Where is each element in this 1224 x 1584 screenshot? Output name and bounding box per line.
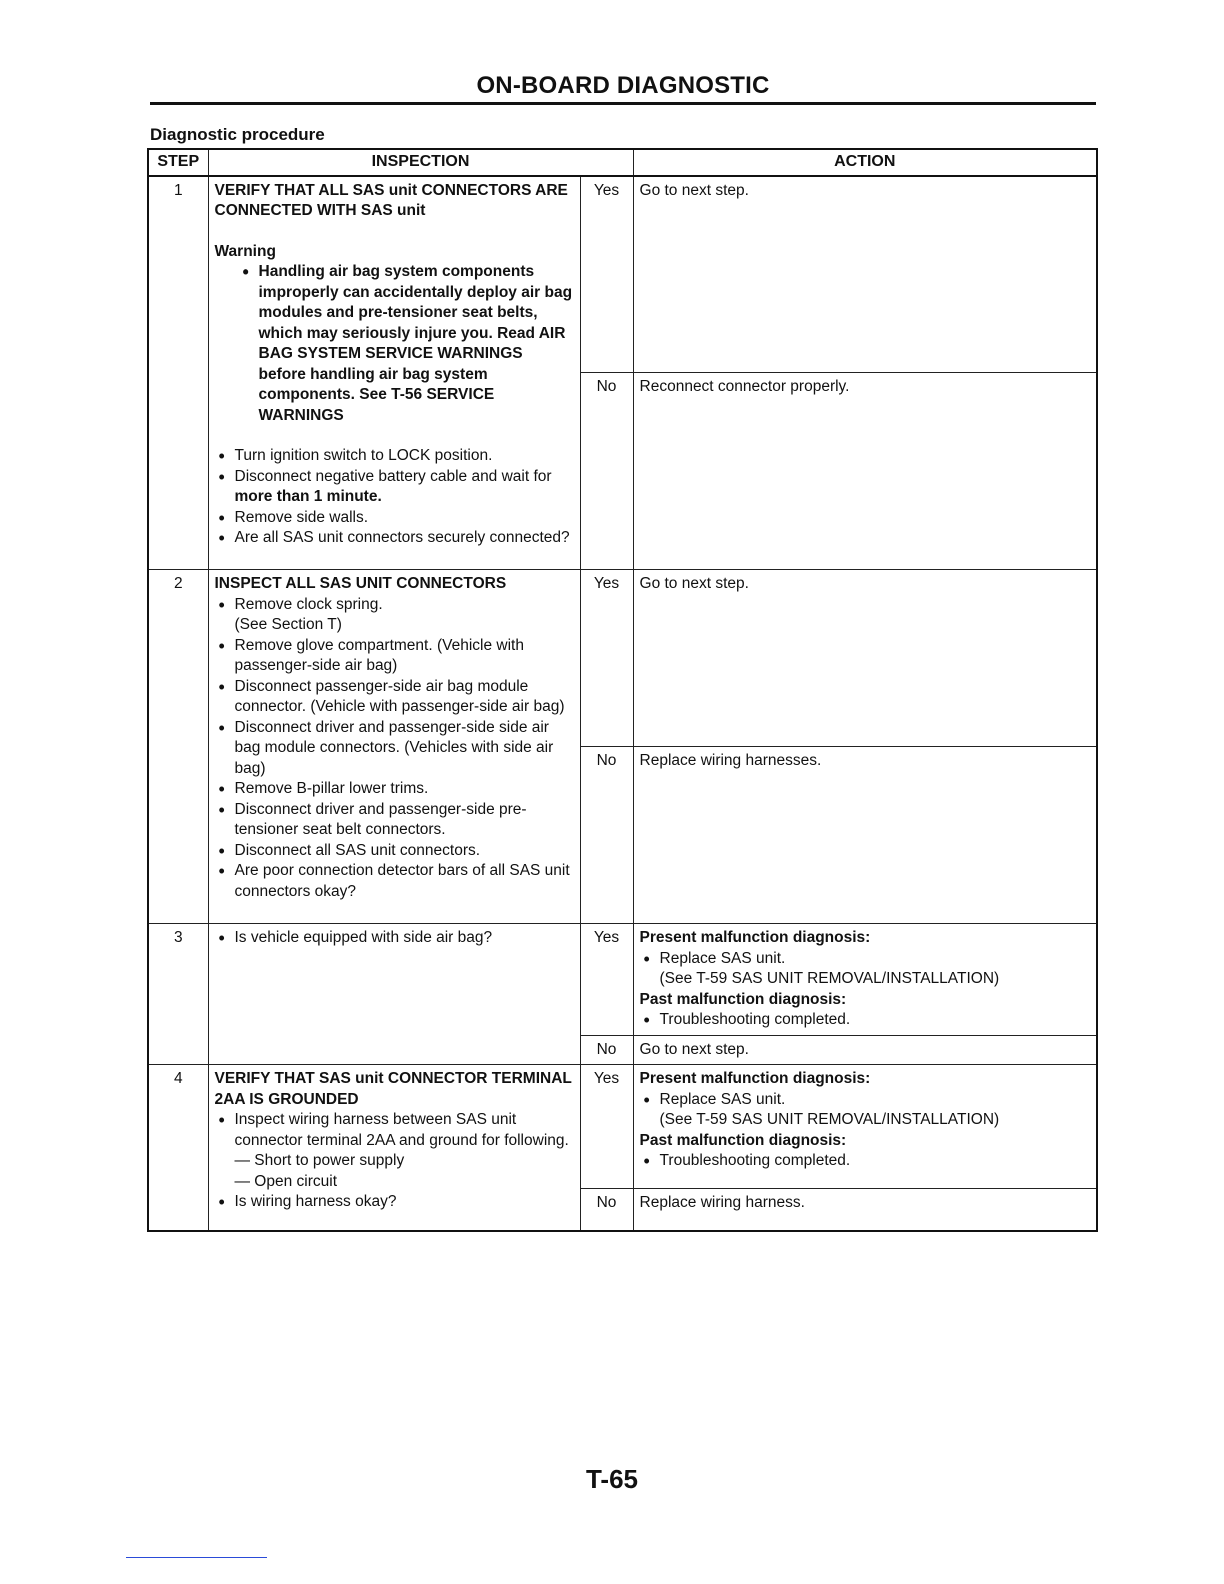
present-diagnosis-label: Present malfunction diagnosis: (639, 929, 871, 946)
past-diagnosis-label: Past malfunction diagnosis: (639, 990, 847, 1008)
yes-action: Go to next step. (633, 176, 1097, 373)
inspection-title: VERIFY THAT ALL SAS unit CONNECTORS ARE CONNECTED WITH SAS unit (214, 181, 568, 219)
list-item-text: • Replace SAS unit. (659, 949, 786, 967)
no-action: Reconnect connector properly. (633, 373, 1097, 570)
list-item (235, 467, 574, 508)
list-item: • Troubleshooting completed. (660, 1010, 1091, 1031)
list-item: • Is vehicle equipped with side air bag? (235, 928, 574, 949)
see-reference: (See Section T) (234, 616, 342, 633)
inspection-cell (208, 924, 580, 1065)
yes-label: Yes (580, 924, 633, 1036)
table-row (148, 1065, 1097, 1189)
list-item (235, 1110, 574, 1192)
list-item (235, 595, 574, 636)
step-number: 3 (148, 924, 208, 1065)
list-item: • Are poor connection detector bars of all SAS unit connectors okay? (235, 861, 574, 902)
header-action: ACTION (633, 149, 1097, 176)
inspection-bullets (215, 446, 574, 549)
inspection-title: VERIFY THAT SAS unit CONNECTOR TERMINAL 2AA IS GROUNDED (214, 1070, 572, 1108)
footer-rule (126, 1557, 267, 1558)
table-row (148, 176, 1097, 373)
table-row (148, 570, 1097, 747)
see-reference: (See T-59 SAS UNIT REMOVAL/INSTALLATION) (659, 970, 1000, 987)
no-label: No (580, 747, 633, 924)
no-label: No (580, 1035, 633, 1065)
list-item: • Troubleshooting completed. (660, 1151, 1091, 1172)
list-item (660, 949, 1091, 990)
no-label: No (580, 1189, 633, 1231)
list-item: • Remove glove compartment. (Vehicle with passenger-side air bag) (235, 636, 574, 677)
diagnostic-table (147, 148, 1098, 1232)
inspection-cell (208, 1065, 580, 1231)
inspection-bullets (215, 928, 574, 949)
title-rule (150, 102, 1096, 105)
step-number: 1 (148, 176, 208, 570)
see-reference: (See T-59 SAS UNIT REMOVAL/INSTALLATION) (659, 1111, 1000, 1128)
present-diagnosis-label: Present malfunction diagnosis: (639, 1070, 871, 1087)
list-item: • Disconnect driver and passenger-side pre-tensioner seat belt connectors. (235, 800, 574, 841)
list-item: • Is wiring harness okay? (235, 1192, 574, 1213)
page-title: ON-BOARD DIAGNOSTIC (476, 72, 770, 99)
list-item: • Are all SAS unit connectors securely connected? (235, 528, 574, 549)
inspection-bullets (215, 595, 574, 903)
list-item: • Disconnect passenger-side air bag module connector. (Vehicle with passenger-side air bag) (235, 677, 574, 718)
inspection-cell (208, 570, 580, 924)
step-number: 2 (148, 570, 208, 924)
list-item: • Remove side walls. (235, 508, 574, 529)
no-action: Go to next step. (633, 1035, 1097, 1065)
header-inspection: INSPECTION (208, 149, 633, 176)
list-item: • Disconnect all SAS unit connectors. (235, 841, 574, 862)
yes-label: Yes (580, 1065, 633, 1189)
list-item-text: • Remove clock spring. (234, 595, 383, 613)
list-item (660, 1090, 1091, 1131)
dash-item: — Short to power supply (234, 1152, 405, 1169)
inspection-bullets (215, 1110, 574, 1213)
no-action: Replace wiring harness. (633, 1189, 1097, 1231)
page-number: T-65 (585, 1464, 639, 1494)
present-diagnosis-list (640, 949, 1091, 990)
header-step: STEP (148, 149, 208, 176)
yes-action (633, 1065, 1097, 1189)
step-number: 4 (148, 1065, 208, 1231)
list-item-text: Disconnect negative battery cable and wait for (234, 467, 552, 485)
warning-text: • Handling air bag system components improperly can accidentally deploy air bag modules and pre-tensioner seat belts, which may seriously injure you. Read AIR BAG SYSTEM SERVICE WARNINGS before handling air bag system components. See T-56 SERVICE WARNINGS (259, 262, 574, 426)
table-header-row (148, 149, 1097, 176)
emphasis-text: more than 1 minute. (234, 488, 382, 505)
table-row (148, 924, 1097, 1036)
list-item: • Turn ignition switch to LOCK position. (235, 446, 574, 467)
warning-list (215, 262, 574, 426)
no-label: No (580, 373, 633, 570)
inspection-title: INSPECT ALL SAS UNIT CONNECTORS (214, 575, 507, 592)
warning-label: Warning (214, 242, 276, 260)
list-item: • Disconnect driver and passenger-side side air bag module connectors. (Vehicles with side air bag) (235, 718, 574, 780)
inspection-cell (208, 176, 580, 570)
dash-item: — Open circuit (234, 1172, 338, 1190)
yes-action: Go to next step. (633, 570, 1097, 747)
section-heading: Diagnostic procedure (150, 125, 325, 144)
yes-label: Yes (580, 570, 633, 747)
yes-action (633, 924, 1097, 1036)
past-diagnosis-label: Past malfunction diagnosis: (639, 1131, 847, 1149)
list-item-text: • Inspect wiring harness between SAS unit connector terminal 2AA and ground for following. (234, 1111, 569, 1149)
yes-label: Yes (580, 176, 633, 373)
list-item: • Remove B-pillar lower trims. (235, 779, 574, 800)
no-action: Replace wiring harnesses. (633, 747, 1097, 924)
past-diagnosis-list (640, 1151, 1091, 1172)
list-item-text: • Replace SAS unit. (659, 1090, 786, 1108)
past-diagnosis-list (640, 1010, 1091, 1031)
present-diagnosis-list (640, 1090, 1091, 1131)
